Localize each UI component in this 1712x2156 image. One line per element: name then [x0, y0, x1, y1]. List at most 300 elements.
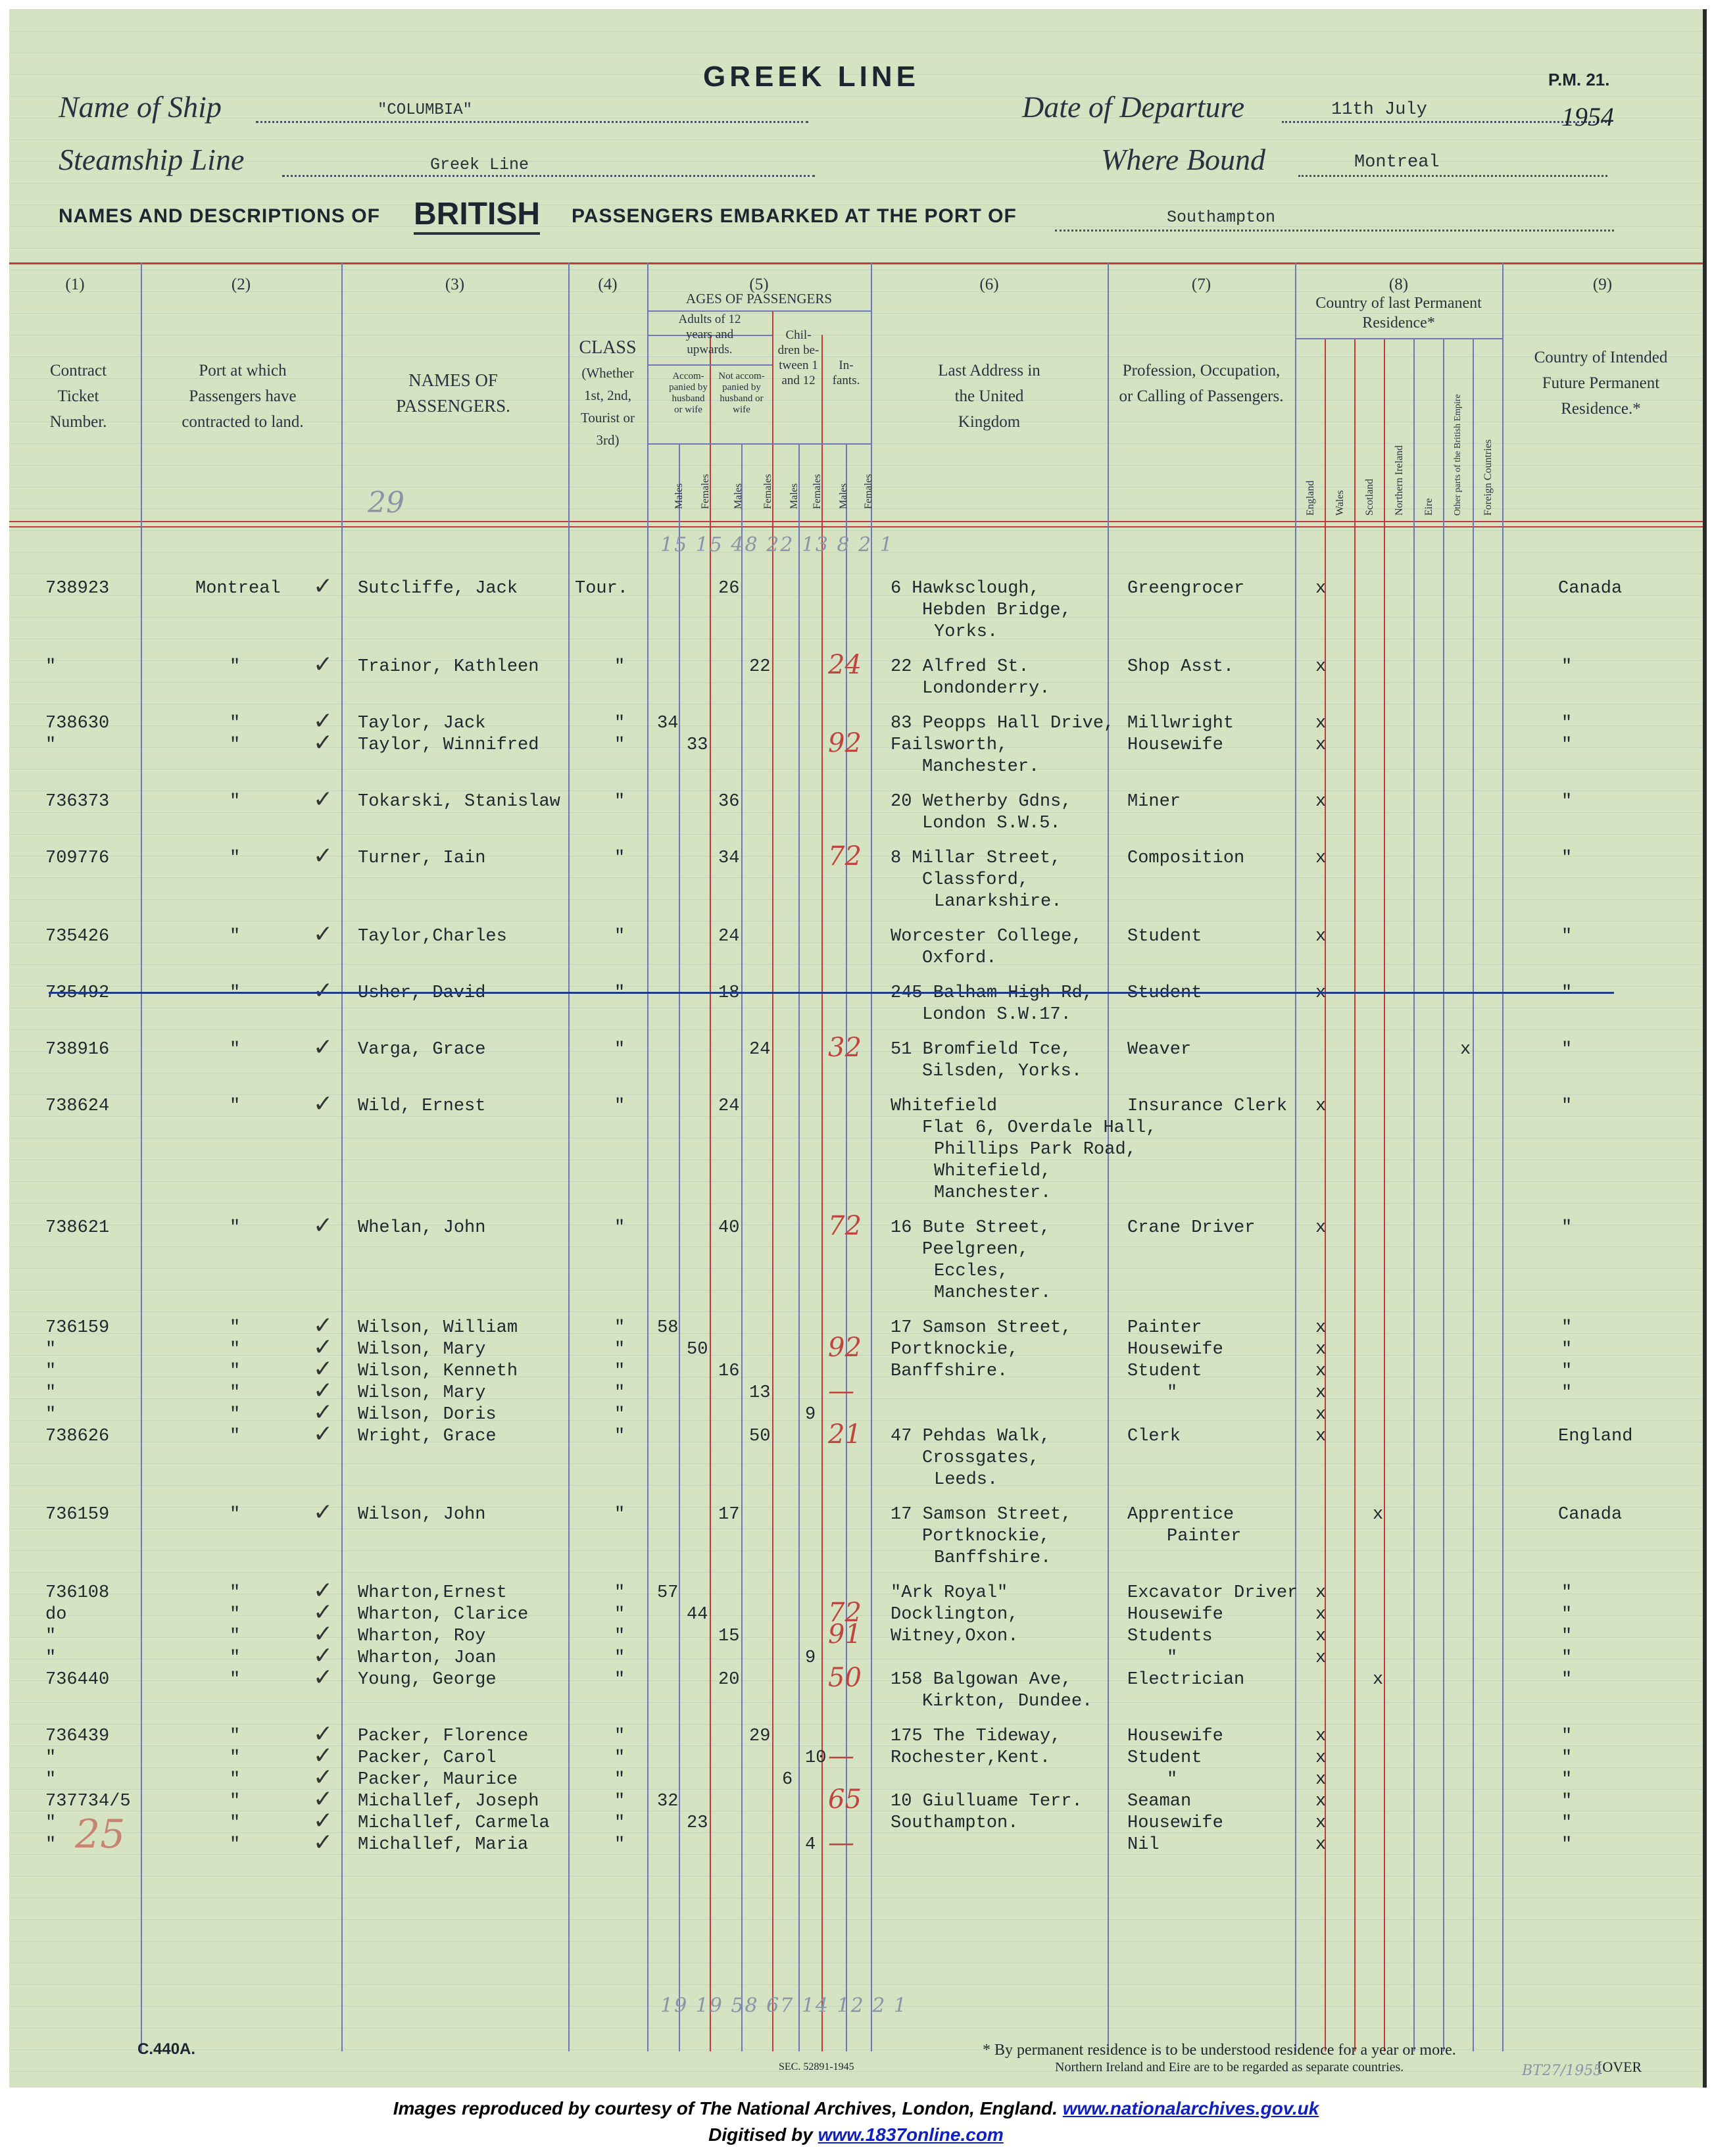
address-line: Peelgreen, [922, 1240, 1029, 1260]
passenger-class: " [614, 735, 625, 755]
intended-residence: " [1561, 1748, 1573, 1768]
col4-heading: CLASS [579, 337, 637, 358]
intended-residence: " [1561, 1770, 1573, 1790]
occupation: Clerk [1127, 1427, 1181, 1446]
passenger-name: Sutcliffe, Jack [358, 579, 518, 599]
landing-port: " [230, 1748, 241, 1768]
males-label-2: Males [733, 483, 744, 509]
address-line: Whitefield [891, 1096, 998, 1116]
landing-port: " [230, 1727, 241, 1746]
address-line: London S.W.5. [922, 814, 1061, 833]
passenger-name: Wharton, Joan [358, 1648, 497, 1668]
males-label-1: Males [673, 483, 685, 509]
residence-mark: x [1315, 1748, 1327, 1768]
check-mark: ✓ [313, 1377, 333, 1404]
checker-note: — [828, 1828, 854, 1858]
check-mark: ✓ [313, 1399, 333, 1426]
over-mark: [OVER [1598, 2059, 1642, 2075]
names-suffix: PASSENGERS EMBARKED AT THE PORT OF [572, 205, 1017, 227]
landing-port: " [230, 848, 241, 868]
address-line: Silsden, Yorks. [922, 1062, 1083, 1081]
line-label: Steamship Line [59, 143, 245, 176]
address-line: 51 Bromfield Tce, [891, 1040, 1072, 1060]
occupation: Miner [1127, 792, 1181, 812]
intended-residence: " [1561, 1727, 1573, 1746]
residence-mark: x [1315, 714, 1327, 733]
intended-residence: " [1561, 1670, 1573, 1690]
col1-number: (1) [65, 276, 85, 293]
res-scotland-label: Scotland [1364, 479, 1375, 516]
intended-residence: " [1561, 714, 1573, 733]
passenger-age: 13 [749, 1383, 771, 1403]
check-mark: ✓ [313, 1421, 333, 1448]
archive-stamp: BT27/1955 [1522, 2063, 1603, 2079]
passenger-class: " [614, 848, 625, 868]
passenger-class: " [614, 1627, 625, 1646]
occupation: Composition [1127, 848, 1245, 868]
col4-number: (4) [598, 276, 618, 293]
res-other-empire-label: Other parts of the British Empire [1453, 394, 1463, 516]
col5-not-accompanied: Not accom-panied by husband or wife [718, 371, 765, 415]
intended-residence: " [1561, 848, 1573, 868]
landing-port: " [230, 1770, 241, 1790]
passenger-age: 6 [782, 1770, 793, 1790]
passenger-name: Wild, Ernest [358, 1096, 486, 1116]
intended-residence: " [1561, 983, 1573, 1003]
residence-mark: x [1315, 1340, 1327, 1360]
checker-note: 92 [828, 728, 862, 758]
col6-heading: Last Address in the United Kingdom [938, 362, 1040, 431]
females-label-3: Females [812, 474, 823, 509]
ticket-number: " [45, 1627, 57, 1646]
passenger-age: 36 [718, 792, 740, 812]
address-line: 17 Samson Street, [891, 1318, 1072, 1338]
checker-note: 72 [828, 1211, 862, 1241]
occupation: " [1167, 1648, 1178, 1668]
intended-residence: " [1561, 1096, 1573, 1116]
check-mark: ✓ [313, 1664, 333, 1691]
passenger-name: Whelan, John [358, 1218, 486, 1238]
occupation: Student [1127, 983, 1202, 1003]
ticket-number: 738916 [45, 1040, 110, 1060]
address-line: Whitefield, [934, 1162, 1052, 1181]
address-line: London S.W.17. [922, 1005, 1071, 1025]
occupation-line-2: Painter [1167, 1527, 1242, 1546]
residence-mark: x [1460, 1040, 1471, 1060]
landing-port: " [230, 1405, 241, 1425]
checker-note: — [828, 1741, 854, 1771]
intended-residence: " [1561, 735, 1573, 755]
bound-value: Montreal [1354, 153, 1440, 172]
address-line: 16 Bute Street, [891, 1218, 1051, 1238]
residence-mark: x [1315, 1627, 1327, 1646]
occupation: Excavator Driver [1127, 1583, 1298, 1603]
residence-mark: x [1315, 983, 1327, 1003]
ticket-number: 738923 [45, 579, 110, 599]
passenger-age: 4 [805, 1835, 816, 1855]
ticket-number: " [45, 1648, 57, 1668]
address-line: Manchester. [934, 1183, 1052, 1203]
ticket-number: 738630 [45, 714, 110, 733]
passenger-class: " [614, 1813, 625, 1833]
landing-port: Montreal [195, 579, 281, 599]
col5-children: Chil-dren be-tween 1 and 12 [777, 328, 819, 387]
check-mark: ✓ [313, 1599, 333, 1626]
address-line: 20 Wetherby Gdns, [891, 792, 1072, 812]
passenger-class: " [614, 1748, 625, 1768]
occupation: " [1167, 1383, 1178, 1403]
occupation: Student [1127, 1361, 1202, 1381]
ticket-number: 736108 [45, 1583, 110, 1603]
landing-port: " [230, 657, 241, 677]
address-line: 83 Peopps Hall Drive, [891, 714, 1115, 733]
address-line: Lanarkshire. [934, 892, 1062, 912]
passenger-name: Wharton,Ernest [358, 1583, 507, 1603]
passenger-class: " [614, 1096, 625, 1116]
residence-mark: x [1315, 1361, 1327, 1381]
intended-residence: " [1561, 1813, 1573, 1833]
address-line: Manchester. [922, 757, 1040, 777]
landing-port: " [230, 1813, 241, 1833]
residence-mark: x [1315, 848, 1327, 868]
col3-heading: NAMES OF PASSENGERS. [396, 370, 510, 416]
occupation: Housewife [1127, 1605, 1223, 1625]
passenger-class: " [614, 1583, 625, 1603]
residence-mark: x [1315, 1727, 1327, 1746]
ticket-number: " [45, 1340, 57, 1360]
passenger-age: 24 [749, 1040, 771, 1060]
check-mark: ✓ [313, 1742, 333, 1769]
check-mark: ✓ [313, 1786, 333, 1813]
1837online-link[interactable]: www.1837online.com [818, 2124, 1004, 2145]
passenger-class: " [614, 657, 625, 677]
form-code: P.M. 21. [1548, 70, 1610, 89]
landing-port: " [230, 1583, 241, 1603]
passenger-age: 24 [718, 1096, 740, 1116]
checker-note: 92 [828, 1333, 862, 1363]
passenger-class: " [614, 1505, 625, 1525]
check-mark: ✓ [313, 843, 333, 870]
residence-mark: x [1315, 1792, 1327, 1811]
address-line: Hebden Bridge, [922, 600, 1071, 620]
national-archives-link[interactable]: www.nationalarchives.gov.uk [1062, 2098, 1319, 2119]
check-mark: ✓ [313, 1212, 333, 1239]
address-line: Yorks. [934, 622, 998, 642]
intended-residence: " [1561, 1383, 1573, 1403]
passenger-age: 23 [687, 1813, 708, 1833]
males-label-4: Males [838, 483, 849, 509]
col8-number: (8) [1388, 276, 1409, 293]
males-label-3: Males [789, 483, 800, 509]
ticket-number: " [45, 1748, 57, 1768]
passenger-name: Michallef, Joseph [358, 1792, 539, 1811]
col5-infants: In-fants. [832, 358, 860, 387]
passenger-list-sheet [9, 9, 1707, 2088]
passenger-name: Taylor,Charles [358, 927, 507, 946]
occupation: Seaman [1127, 1792, 1192, 1811]
passenger-class: " [614, 1792, 625, 1811]
passenger-name: Wilson, John [358, 1505, 486, 1525]
address-line: Southampton. [891, 1813, 1019, 1833]
residence-mark: x [1315, 1835, 1327, 1855]
occupation: Student [1127, 1748, 1202, 1768]
british-label: BRITISH [414, 196, 540, 235]
footnote-1: * By permanent residence is to be understood residence for a year or more. [983, 2042, 1456, 2059]
address-line: Witney,Oxon. [891, 1627, 1019, 1646]
residence-mark: x [1315, 1605, 1327, 1625]
check-mark: ✓ [313, 1807, 333, 1834]
ticket-number: " [45, 1835, 57, 1855]
occupation: Millwright [1127, 714, 1235, 733]
ticket-number: 736440 [45, 1670, 110, 1690]
address-line: Rochester,Kent. [891, 1748, 1051, 1768]
bound-label: Where Bound [1101, 143, 1265, 176]
names-prefix: NAMES AND DESCRIPTIONS OF [59, 205, 380, 227]
passenger-name: Packer, Carol [358, 1748, 497, 1768]
intended-residence: " [1561, 1361, 1573, 1381]
passenger-name: Varga, Grace [358, 1040, 486, 1060]
residence-mark: x [1315, 1383, 1327, 1403]
address-line: 6 Hawksclough, [891, 579, 1040, 599]
passenger-name: Wilson, Doris [358, 1405, 497, 1425]
passenger-age: 50 [687, 1340, 708, 1360]
intended-residence: " [1561, 792, 1573, 812]
check-mark: ✓ [313, 1829, 333, 1856]
passenger-class: " [614, 1405, 625, 1425]
passenger-name: Taylor, Winnifred [358, 735, 539, 755]
pencil-left-note: 25 [75, 1811, 126, 1857]
females-label-1: Females [700, 474, 711, 509]
address-line: 17 Samson Street, [891, 1505, 1072, 1525]
col7-number: (7) [1191, 276, 1211, 293]
col7-heading: Profession, Occupation, or Calling of Passengers. [1119, 362, 1284, 405]
landing-port: " [230, 1040, 241, 1060]
address-line: Flat 6, Overdale Hall, [922, 1118, 1157, 1138]
ticket-number: 738626 [45, 1427, 110, 1446]
checker-note: — [828, 1376, 854, 1406]
address-line: Oxford. [922, 948, 997, 968]
occupation: Student [1127, 927, 1202, 946]
check-mark: ✓ [313, 651, 333, 678]
check-mark: ✓ [313, 1721, 333, 1748]
passenger-name: Packer, Florence [358, 1727, 529, 1746]
passenger-class: Tour. [575, 579, 629, 599]
passenger-age: 33 [687, 735, 708, 755]
check-mark: ✓ [313, 1356, 333, 1383]
occupation: Painter [1127, 1318, 1202, 1338]
passenger-name: Young, George [358, 1670, 497, 1690]
printer-mark: SEC. 52891-1945 [779, 2061, 854, 2072]
address-line: Londonderry. [922, 679, 1050, 698]
check-mark: ✓ [313, 573, 333, 600]
landing-port: " [230, 1096, 241, 1116]
footnote-2: Northern Ireland and Eire are to be regarded as separate countries. [1055, 2060, 1404, 2074]
passenger-class: " [614, 927, 625, 946]
ticket-number: " [45, 1405, 57, 1425]
residence-mark: x [1315, 1096, 1327, 1116]
passenger-class: " [614, 1605, 625, 1625]
passenger-name: Wilson, William [358, 1318, 518, 1338]
intended-residence: Canada [1558, 579, 1623, 599]
landing-port: " [230, 792, 241, 812]
checker-note: 91 [828, 1619, 862, 1650]
passenger-age: 9 [805, 1648, 816, 1668]
females-label-4: Females [863, 474, 874, 509]
departure-year: 1954 [1561, 102, 1614, 132]
residence-mark: x [1315, 1405, 1327, 1425]
checker-note: 50 [828, 1663, 862, 1693]
passenger-class: " [614, 1361, 625, 1381]
ticket-number: " [45, 1770, 57, 1790]
address-line: 8 Millar Street, [891, 848, 1062, 868]
intended-residence: " [1561, 1318, 1573, 1338]
intended-residence: " [1561, 1340, 1573, 1360]
address-line: Crossgates, [922, 1448, 1040, 1468]
passenger-class: " [614, 792, 625, 812]
occupation: Housewife [1127, 1813, 1223, 1833]
col6-number: (6) [979, 276, 999, 293]
intended-residence: England [1558, 1427, 1633, 1446]
pencil-totals-top: 15 15 48 22 13 8 2 1 [660, 533, 894, 556]
passenger-age: 40 [718, 1218, 740, 1238]
address-line: 47 Pehdas Walk, [891, 1427, 1051, 1446]
pencil-note: 29 [368, 486, 404, 520]
residence-mark: x [1315, 1218, 1327, 1238]
passenger-age: 32 [657, 1792, 679, 1811]
ticket-number: 736159 [45, 1318, 110, 1338]
checker-note: 32 [828, 1033, 862, 1063]
landing-port: " [230, 1318, 241, 1338]
passenger-class: " [614, 714, 625, 733]
landing-port: " [230, 1383, 241, 1403]
intended-residence: " [1561, 1792, 1573, 1811]
address-line: Phillips Park Road, [934, 1140, 1137, 1160]
col5-number: (5) [749, 276, 769, 293]
address-line: 22 Alfred St. [891, 657, 1029, 677]
passenger-age: 18 [718, 983, 740, 1003]
checker-note: 21 [828, 1419, 862, 1450]
address-line: Kirkton, Dundee. [922, 1692, 1093, 1711]
intended-residence: " [1561, 1648, 1573, 1668]
ticket-number: " [45, 735, 57, 755]
ticket-number: " [45, 1813, 57, 1833]
passenger-name: Wright, Grace [358, 1427, 497, 1446]
females-label-2: Females [762, 474, 773, 509]
residence-mark: x [1315, 1427, 1327, 1446]
check-mark: ✓ [313, 921, 333, 948]
col4-subheading: (Whether 1st, 2nd, Tourist or 3rd) [581, 365, 635, 448]
res-england-label: England [1305, 480, 1316, 516]
col5-adults: Adults of 12 years and upwards. [678, 312, 741, 356]
check-mark: ✓ [313, 1090, 333, 1117]
passenger-age: 29 [749, 1727, 771, 1746]
ticket-number: " [45, 1383, 57, 1403]
passenger-name: Trainor, Kathleen [358, 657, 539, 677]
passenger-age: 24 [718, 927, 740, 946]
passenger-name: Michallef, Maria [358, 1835, 529, 1855]
passenger-class: " [614, 1835, 625, 1855]
landing-port: " [230, 714, 241, 733]
check-mark: ✓ [313, 1764, 333, 1791]
passenger-age: 15 [718, 1627, 740, 1646]
check-mark: ✓ [313, 786, 333, 813]
checker-note: 65 [828, 1784, 862, 1815]
landing-port: " [230, 1340, 241, 1360]
intended-residence: " [1561, 927, 1573, 946]
ticket-number: 738624 [45, 1096, 110, 1116]
port-value: Southampton [1167, 208, 1276, 227]
ship-label: Name of Ship [59, 90, 222, 124]
occupation: Greengrocer [1127, 579, 1245, 599]
address-line: Classford, [922, 870, 1029, 890]
landing-port: " [230, 1605, 241, 1625]
passenger-age: 50 [749, 1427, 771, 1446]
residence-mark: x [1315, 927, 1327, 946]
intended-residence: " [1561, 1627, 1573, 1646]
check-mark: ✓ [313, 708, 333, 735]
ticket-number: 736439 [45, 1727, 110, 1746]
checker-note: 24 [828, 650, 862, 680]
col1-heading: Contract Ticket Number. [49, 362, 107, 431]
occupation: Housewife [1127, 1340, 1223, 1360]
address-line: "Ark Royal" [891, 1583, 1008, 1603]
residence-mark: x [1315, 1770, 1327, 1790]
passenger-class: " [614, 1218, 625, 1238]
residence-mark: x [1315, 657, 1327, 677]
ticket-number: " [45, 657, 57, 677]
passenger-name: Taylor, Jack [358, 714, 486, 733]
passenger-name: Wharton, Roy [358, 1627, 486, 1646]
check-mark: ✓ [313, 729, 333, 756]
passenger-age: 44 [687, 1605, 708, 1625]
departure-value: 11th July [1331, 100, 1427, 120]
address-line: Banffshire. [891, 1361, 1008, 1381]
res-northern-ireland-label: Northern Ireland [1394, 445, 1405, 516]
address-line: 158 Balgowan Ave, [891, 1670, 1072, 1690]
passenger-class: " [614, 1670, 625, 1690]
occupation: Insurance Clerk [1127, 1096, 1288, 1116]
line-value: Greek Line [430, 155, 529, 174]
residence-mark: x [1373, 1505, 1384, 1525]
ticket-number: 736373 [45, 792, 110, 812]
res-eire-label: Eire [1423, 498, 1434, 516]
passenger-class: " [614, 983, 625, 1003]
ship-value: "COLUMBIA" [378, 101, 473, 119]
residence-mark: x [1315, 1583, 1327, 1603]
address-line: Manchester. [934, 1283, 1052, 1303]
col9-heading: Country of Intended Future Permanent Residence.* [1534, 349, 1668, 418]
address-line: Leeds. [934, 1470, 998, 1490]
landing-port: " [230, 735, 241, 755]
credit-line-2: Digitised by www.1837online.com [708, 2124, 1004, 2145]
checker-note: 72 [828, 1598, 862, 1628]
landing-port: " [230, 1792, 241, 1811]
passenger-class: " [614, 1383, 625, 1403]
ticket-number: 735492 [45, 983, 110, 1003]
passenger-name: Packer, Maurice [358, 1770, 518, 1790]
address-line: Eccles, [934, 1262, 1009, 1281]
address-line: Banffshire. [934, 1548, 1052, 1568]
passenger-name: Turner, Iain [358, 848, 486, 868]
col3-number: (3) [445, 276, 465, 293]
passenger-name: Wilson, Mary [358, 1340, 486, 1360]
passenger-name: Wilson, Kenneth [358, 1361, 518, 1381]
ticket-number: 735426 [45, 927, 110, 946]
residence-mark: x [1315, 1648, 1327, 1668]
ticket-number: 738621 [45, 1218, 110, 1238]
passenger-age: 10 [805, 1748, 827, 1768]
passenger-age: 34 [718, 848, 740, 868]
